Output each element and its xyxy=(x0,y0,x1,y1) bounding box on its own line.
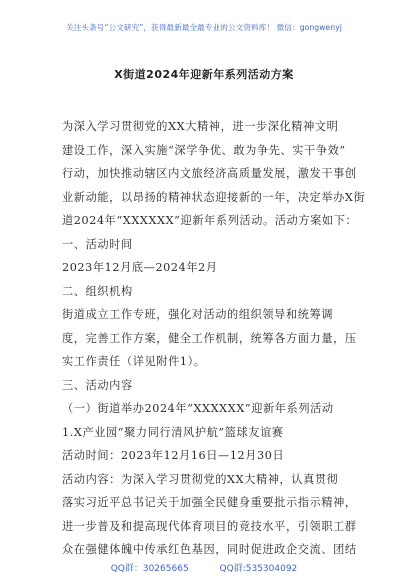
text-line: 道2024年“XXXXXX”迎新年系列活动。活动方案如下： xyxy=(62,214,358,227)
document-body xyxy=(62,115,366,562)
text-line: 1.X产业园“聚力同行清风护航”篮球友谊赛 xyxy=(62,425,284,439)
text-line: 众在强健体魄中传承红色基因，同时促进政企交流、团结 xyxy=(62,543,357,556)
document-title: X街道2024年迎新年系列活动方案 xyxy=(114,68,294,81)
text-line: 业新动能，以昂扬的精神状态迎接新的一年，决定举办X街 xyxy=(62,190,366,204)
text-line: 二、组织机构 xyxy=(62,284,133,298)
paragraph-time xyxy=(62,256,354,280)
paragraph-item1-time xyxy=(62,444,354,468)
qq-group-2: QQ群:535304092 xyxy=(219,564,298,574)
paragraph-item1-content xyxy=(62,468,357,562)
text-line: （一）街道举办2024年“XXXXXX”迎新年系列活动 xyxy=(62,402,334,415)
paragraph-h3 xyxy=(62,374,354,398)
paragraph-item1 xyxy=(62,421,354,445)
text-line: 度，完善工作方案，健全工作机制，统筹各方面力量，压 xyxy=(62,331,357,345)
paragraph-sub1 xyxy=(62,397,354,421)
text-line: 进一步普及和提高现代体育项目的竞技水平，引领职工群 xyxy=(62,519,357,533)
text-line: 行动，加快推动辖区内文旅经济高质量发展，激发干事创 xyxy=(62,167,357,180)
text-line: 三、活动内容 xyxy=(62,378,133,392)
text-line: 活动时间：2023年12月16日—12月30日 xyxy=(62,449,285,462)
paragraph-org xyxy=(62,303,357,374)
text-line: 街道成立工作专班，强化对活动的组织领导和统筹调 xyxy=(62,308,334,321)
paragraph-h2 xyxy=(62,280,354,304)
text-line: 活动内容：为深入学习贯彻党的XX大精神，认真贯彻 xyxy=(62,472,339,486)
text-line: 2023年12月底—2024年2月 xyxy=(62,261,218,274)
text-line: 一、活动时间 xyxy=(62,237,133,251)
paragraph-intro xyxy=(62,115,366,233)
text-line: 为深入学习贯彻党的XX大精神，进一步深化精神文明 xyxy=(62,120,339,133)
paragraph-h1 xyxy=(62,233,354,257)
text-line: 建设工作，深入实施“深学争优、敢为争先、实干争效” xyxy=(62,143,346,157)
promo-banner: 关注头条号“公文研究”，获得最新最全最专业的公文资料库！ 微信：gongwenyj xyxy=(66,23,342,32)
text-line: 落实习近平总书记关于加强全民健身重要批示指示精神， xyxy=(62,496,357,509)
text-line: 实工作责任（详见附件1）。 xyxy=(62,355,206,368)
qq-group-1: QQ群：30265665 xyxy=(110,564,189,574)
footer-contacts xyxy=(0,561,408,574)
